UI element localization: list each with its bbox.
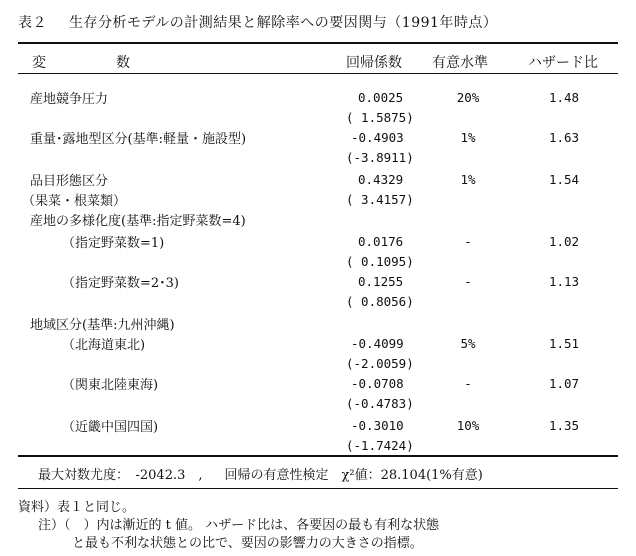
table-caption: 生存分析モデルの計測結果と解除率への要因関与（1991年時点） [69,15,498,31]
row-hazard: 1.07 [548,376,580,391]
row-sig: - [464,376,472,391]
footnote-line2: と最も不利な状態との比で、要因の影響力の大きさの指標。 [72,536,423,551]
row-hazard: 1.13 [548,274,580,289]
header-variable: 変 数 [32,55,130,71]
header-rule [18,73,618,74]
row-coef: 0.1255 [358,274,404,289]
row-hazard: 1.48 [548,90,580,105]
row-tvalue: ( 0.1095) [346,254,414,269]
row-hazard: 1.02 [548,234,580,249]
row-coef: 0.0025 [358,90,404,105]
row-label: 重量･露地型区分(基準:軽量・施設型) [30,132,247,147]
row-coef: -0.4903 [351,130,404,145]
row-coef: -0.3010 [351,418,404,433]
row-label: （指定野菜数=1) [62,236,165,251]
row-coef: 0.4329 [358,172,404,187]
header-sig: 有意水準 [432,55,488,71]
row-coef: -0.0708 [351,376,404,391]
log-likelihood: 最大対数尤度： -2042.3 , [38,468,203,483]
chi-square-test: 回帰の有意性検定 χ²値：28.104(1%有意) [224,468,483,483]
row-label: 品目形態区分 [30,174,109,189]
row-hazard: 1.35 [548,418,580,433]
row-coef: 0.0176 [358,234,404,249]
row-tvalue: (-1.7424) [346,438,414,453]
top-rule [18,42,618,44]
model-summary [38,464,483,483]
table-title [18,12,497,32]
row-tvalue: ( 3.4157) [346,192,414,207]
row-sig: - [464,274,472,289]
table-number: 表２ [18,15,47,31]
row-label-sub: （果菜・根菜類） [22,194,127,209]
row-label: （近畿中国四国) [62,420,159,435]
group-label: 地域区分(基準:九州沖縄) [30,318,175,333]
row-hazard: 1.51 [548,336,580,351]
row-label: （関東北陸東海) [62,378,159,393]
row-hazard: 1.54 [548,172,580,187]
row-sig: 1% [460,130,476,145]
row-label: （指定野菜数=2･3) [62,276,180,291]
group-label: 産地の多様化度(基準:指定野菜数=4) [30,214,246,229]
row-sig: - [464,234,472,249]
row-tvalue: ( 1.5875) [346,110,414,125]
row-sig: 20% [456,90,480,105]
bottom-rule [18,488,618,489]
row-hazard: 1.63 [548,130,580,145]
header-hazard: ハザード比 [528,55,598,71]
row-label: 産地競争圧力 [30,92,109,107]
row-tvalue: (-0.4783) [346,396,414,411]
row-sig: 10% [456,418,480,433]
row-coef: -0.4099 [351,336,404,351]
row-tvalue: (-2.0059) [346,356,414,371]
row-label: （北海道東北) [62,338,146,353]
row-sig: 1% [460,172,476,187]
row-sig: 5% [460,336,476,351]
footnote-line1: 注）（ ）内は漸近的 t 値。 ハザード比は、各要因の最も有利な状態 [38,518,440,533]
body-bottom-rule [18,455,618,457]
source-note: 資料）表１と同じ。 [18,500,136,515]
header-coef: 回帰係数 [346,55,402,71]
row-tvalue: (-3.8911) [346,150,414,165]
row-tvalue: ( 0.8056) [346,294,414,309]
